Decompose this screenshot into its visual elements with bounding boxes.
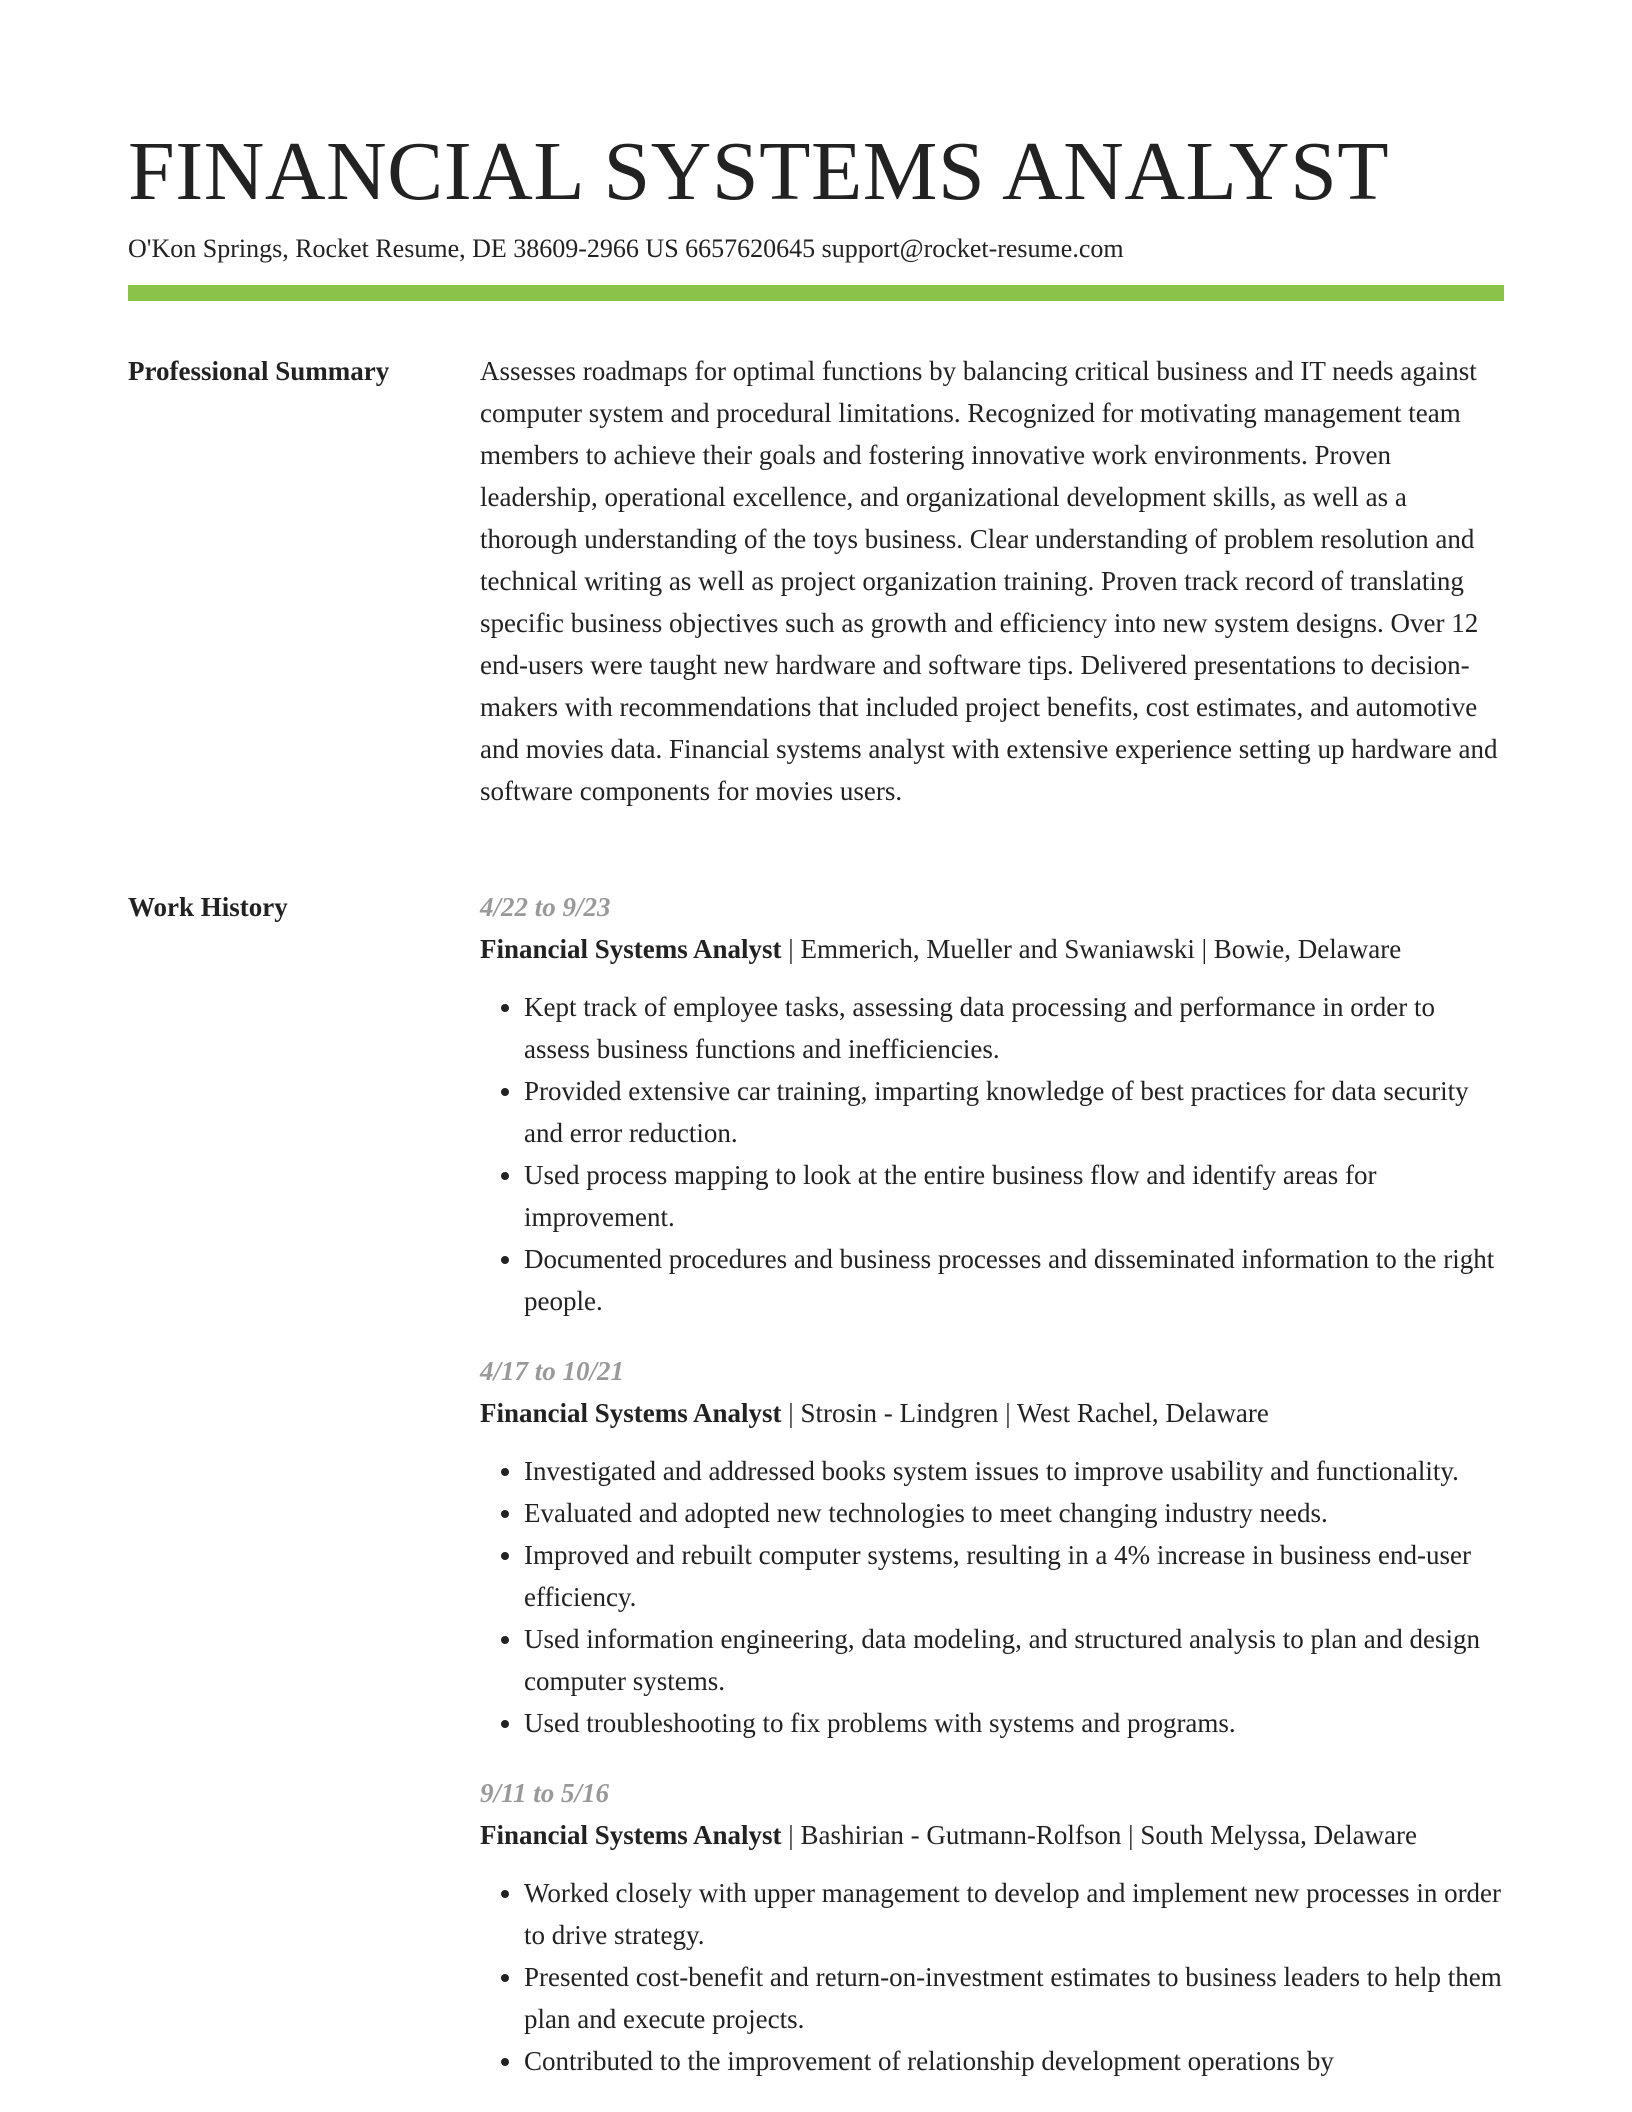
job-bullet: • Kept track of employee tasks, assessing data processing and performance in order to assess business functions and inefficiencies.: [524, 986, 1504, 1070]
resume-title: FINANCIAL SYSTEMS ANALYST: [128, 125, 1390, 218]
job-title: Financial Systems Analyst: [480, 934, 782, 964]
job-dates: 4/17 to 10/21: [480, 1356, 625, 1386]
job-company: Emmerich, Mueller and Swaniawski: [800, 934, 1195, 964]
job-bullet: • Worked closely with upper management to develop and implement new processes in order to drive strategy.: [524, 1872, 1504, 1956]
job-heading: [480, 1814, 1504, 1856]
header-divider: [128, 285, 1504, 301]
job-dates: 9/11 to 5/16: [480, 1778, 610, 1808]
job-bullet: • Used troubleshooting to fix problems with systems and programs.: [524, 1702, 1504, 1744]
job-entry: [480, 1772, 1504, 2082]
job-location: South Melyssa, Delaware: [1140, 1820, 1418, 1850]
job-bullet: • Contributed to the improvement of relationship development operations by: [524, 2040, 1504, 2082]
contact-address: O'Kon Springs, Rocket Resume, DE 38609-2966 US: [128, 234, 679, 263]
job-bullet: • Documented procedures and business processes and disseminated information to the right people.: [524, 1238, 1504, 1322]
job-location: West Rachel, Delaware: [1016, 1398, 1269, 1428]
job-bullet: • Investigated and addressed books system issues to improve usability and functionality.: [524, 1450, 1504, 1492]
job-bullet: • Provided extensive car training, imparting knowledge of best practices for data security and error reduction.: [524, 1070, 1504, 1154]
job-bullets: [480, 986, 1504, 1322]
job-bullet: • Used information engineering, data modeling, and structured analysis to plan and design computer systems.: [524, 1618, 1504, 1702]
job-bullets: [480, 1450, 1504, 1744]
job-bullet: • Presented cost-benefit and return-on-investment estimates to business leaders to help them plan and execute projects.: [524, 1956, 1504, 2040]
job-bullet: • Used process mapping to look at the entire business flow and identify areas for improvement.: [524, 1154, 1504, 1238]
job-dates: 4/22 to 9/23: [480, 892, 611, 922]
job-heading: [480, 1392, 1504, 1434]
summary-label: Professional Summary: [128, 356, 390, 386]
job-separator: [782, 1398, 801, 1428]
job-company: Bashirian - Gutmann-Rolfson: [800, 1820, 1122, 1850]
work-history-body: [480, 886, 1504, 2110]
job-separator: [782, 934, 801, 964]
contact-line: [128, 232, 1124, 266]
job-location: Bowie, Delaware: [1213, 934, 1402, 964]
job-separator: [998, 1398, 1016, 1428]
job-separator: [1195, 934, 1214, 964]
summary-text: Assesses roadmaps for optimal functions by balancing critical business and IT needs against computer system and procedural limitations. Recognized for motivating management team members to achieve their goals and fostering innovative work environments. Proven leadership, operational excellence, and organizational development skills, as well as a thorough understanding of the toys business. Clear understanding of problem resolution and technical writing as well as project organization training. Proven track record of translating specific business objectives such as growth and efficiency into new system designs. Over 12 end-users were taught new hardware and software tips. Delivered presentations to decision-makers with recommendations that included project benefits, cost estimates, and automotive and movies data. Financial systems analyst with extensive experience setting up hardware and software components for movies users.: [480, 356, 1498, 806]
job-entry: [480, 1350, 1504, 1744]
summary-body: [480, 350, 1504, 812]
job-bullet: • Evaluated and adopted new technologies to meet changing industry needs.: [524, 1492, 1504, 1534]
work-history-label: Work History: [128, 892, 288, 922]
job-separator: [782, 1820, 801, 1850]
job-bullets: [480, 1872, 1504, 2082]
job-entry: [480, 886, 1504, 1322]
contact-phone: 6657620645: [685, 234, 816, 263]
job-separator: [1121, 1820, 1140, 1850]
contact-email: support@rocket-resume.com: [821, 234, 1124, 263]
job-company: Strosin - Lindgren: [800, 1398, 999, 1428]
job-bullet: • Improved and rebuilt computer systems, resulting in a 4% increase in business end-user efficiency.: [524, 1534, 1504, 1618]
job-title: Financial Systems Analyst: [480, 1398, 782, 1428]
job-heading: [480, 928, 1504, 970]
job-title: Financial Systems Analyst: [480, 1820, 782, 1850]
